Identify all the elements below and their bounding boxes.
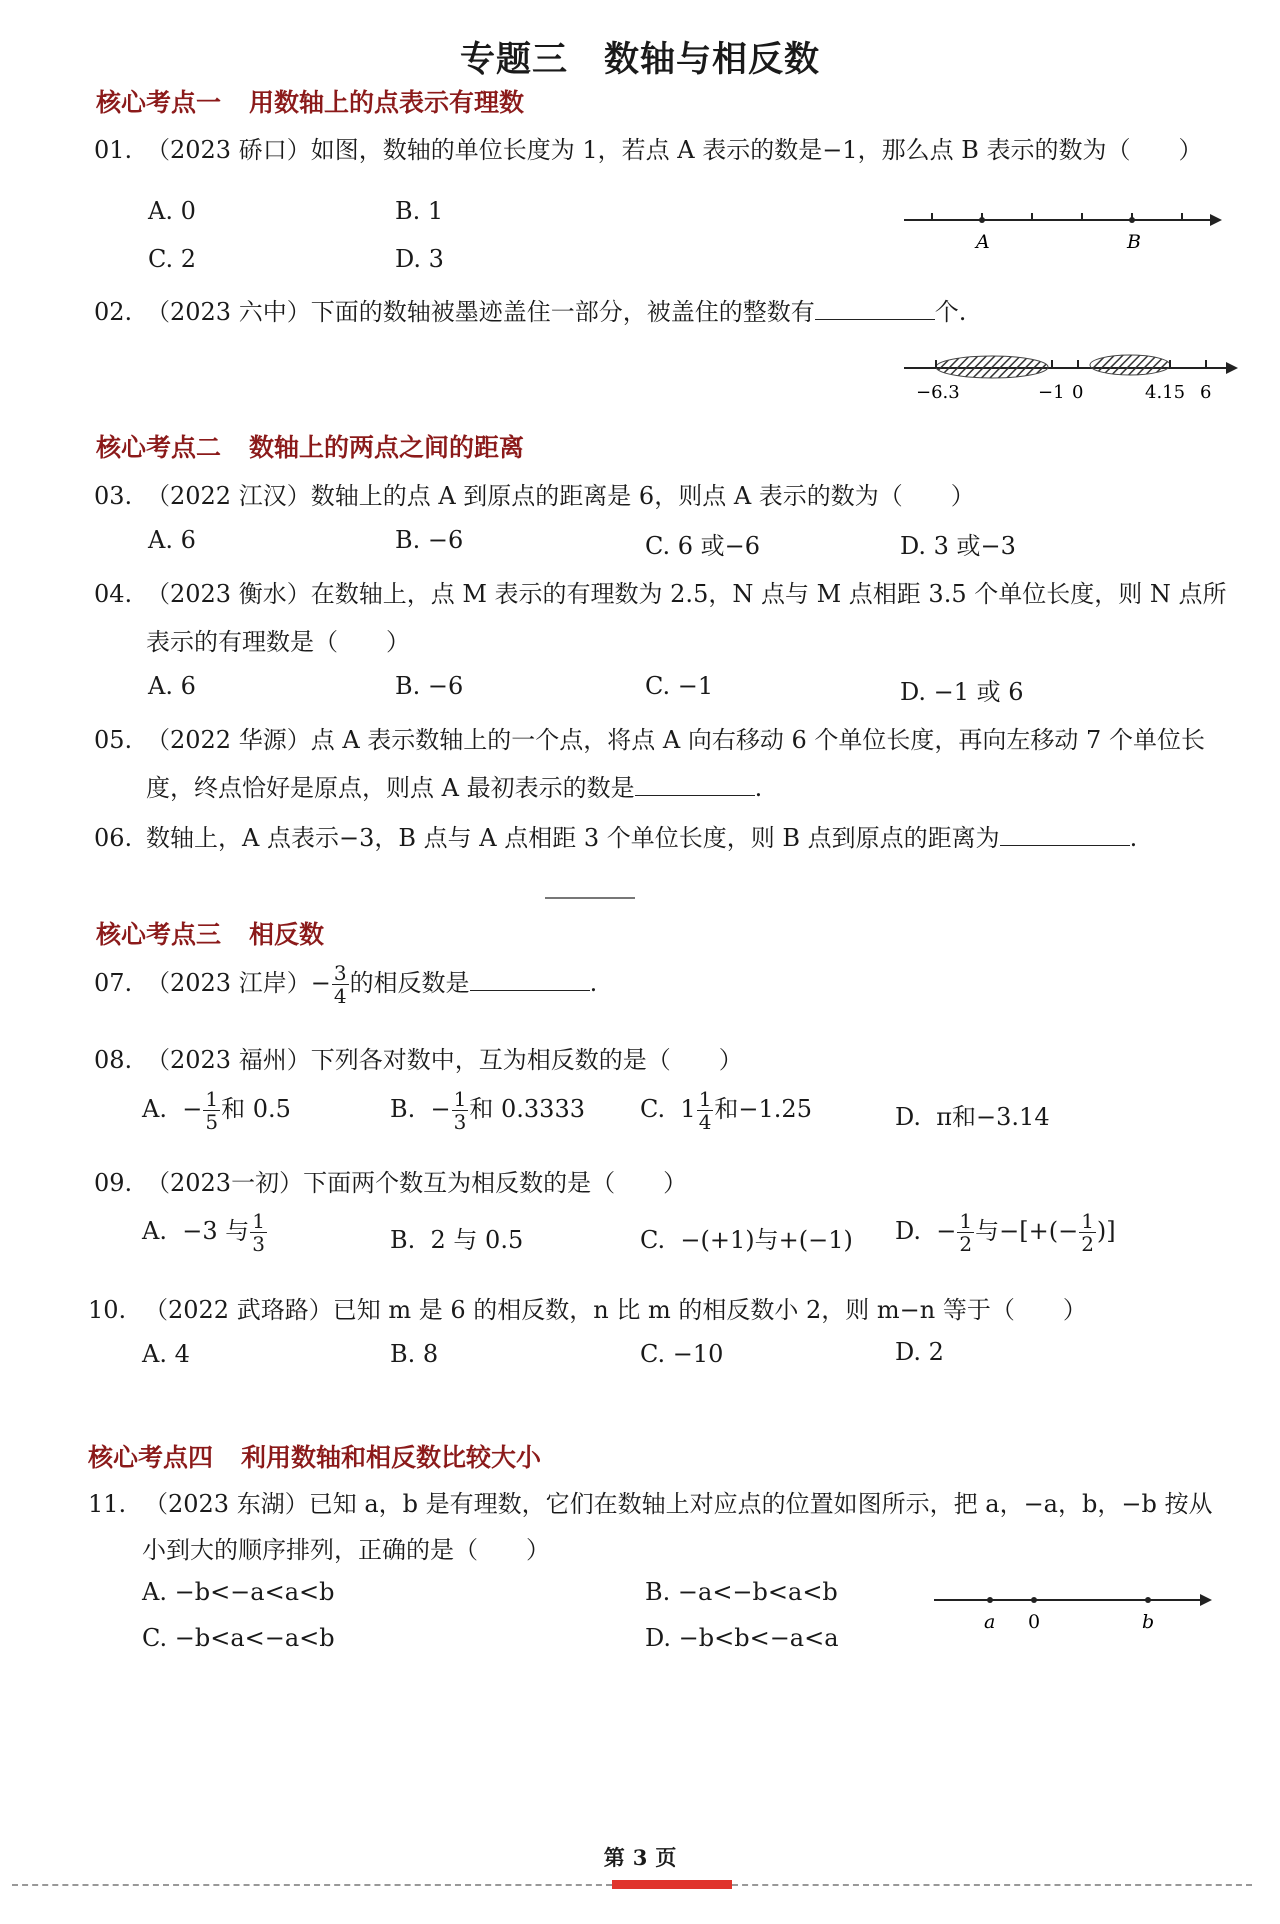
page-title: [0, 32, 1280, 82]
axis-label-a: A: [976, 231, 990, 253]
page-number-value: 3: [632, 1845, 648, 1870]
option-letter: D.: [895, 1217, 922, 1245]
fraction: [1079, 1210, 1096, 1255]
option-text-end: )]: [1096, 1217, 1116, 1245]
divider: [545, 897, 635, 899]
question-text: （2023 江岸）−: [146, 969, 331, 997]
option-letter: C.: [640, 1226, 666, 1254]
page-number-suffix: 页: [655, 1845, 677, 1870]
question-text-end: .: [1129, 824, 1138, 852]
q11-option-a: A. −b<−a<a<b: [142, 1578, 335, 1606]
option-letter: D.: [895, 1103, 922, 1131]
question-01: [94, 130, 1202, 165]
question-number: 06.: [94, 824, 133, 852]
title-topic: 专题三: [459, 39, 568, 80]
axis-label-b: b: [1142, 1611, 1155, 1633]
denominator: 3: [453, 1110, 467, 1134]
q04-option-d: D. −1 或 6: [900, 678, 1024, 706]
question-number: 04.: [94, 580, 133, 608]
question-number: 03.: [94, 482, 133, 510]
footer-rule-left: [12, 1884, 612, 1886]
axis-label: 6: [1200, 382, 1212, 403]
numerator: 1: [959, 1209, 973, 1233]
section-label: 核心考点二: [96, 433, 222, 462]
q03-option-a: A. 6: [148, 526, 196, 554]
option-text: 和 0.3333: [469, 1095, 585, 1123]
q01-number-line: [900, 200, 1230, 260]
axis-label-zero: 0: [1028, 1611, 1041, 1633]
question-text-end: .: [754, 774, 763, 802]
question-text: （2023 硚口）如图，数轴的单位长度为 1，若点 A 表示的数是−1，那么点 B 表示的数为（ ）: [146, 136, 1203, 164]
q09-option-a: [142, 1210, 268, 1255]
fraction: [697, 1088, 714, 1133]
option-sign: −: [182, 1095, 203, 1123]
question-text: （2023 福州）下列各对数中，互为相反数的是（ ）: [146, 1046, 743, 1074]
footer-rule-right: [732, 1884, 1252, 1886]
answer-blank[interactable]: [815, 299, 935, 320]
option-text: 2 与 0.5: [430, 1226, 524, 1254]
question-number: 07.: [94, 969, 133, 997]
question-number: 11.: [88, 1490, 127, 1518]
q09-option-d: [895, 1210, 1116, 1255]
fraction: [332, 962, 349, 1007]
section-label: 核心考点四: [88, 1443, 214, 1472]
q03-option-d: D. 3 或−3: [900, 532, 1016, 560]
fraction: [452, 1088, 469, 1133]
q03-option-b: B. −6: [395, 526, 464, 554]
numerator: 1: [252, 1209, 265, 1233]
question-04-line-2: 表示的有理数是（ ）: [146, 628, 410, 656]
denominator: 2: [1081, 1232, 1094, 1256]
q09-option-c: [640, 1220, 853, 1255]
option-text: π和−3.14: [936, 1103, 1050, 1131]
q04-option-a: A. 6: [148, 672, 196, 700]
question-text: （2023一初）下面两个数互为相反数的是（ ）: [146, 1169, 688, 1197]
footer-bar: [612, 1880, 732, 1889]
question-text: 的相反数是: [349, 969, 470, 997]
denominator: 3: [252, 1232, 265, 1256]
q10-option-a: A. 4: [142, 1340, 190, 1368]
question-06: [94, 818, 1137, 853]
denominator: 2: [959, 1232, 973, 1256]
q03-option-c: C. 6 或−6: [645, 532, 761, 560]
numerator: 3: [333, 961, 347, 985]
fraction: [250, 1210, 267, 1255]
question-text: （2023 东湖）已知 a，b 是有理数，它们在数轴上对应点的位置如图所示，把 a，−a，b，−b 按从: [144, 1490, 1213, 1518]
option-letter: C.: [640, 1095, 666, 1123]
q11-option-b: B. −a<−b<a<b: [645, 1578, 838, 1606]
q09-option-b: [390, 1220, 523, 1255]
question-text-end: .: [589, 969, 598, 997]
option-letter: B.: [390, 1095, 416, 1123]
option-letter: A.: [142, 1095, 167, 1123]
q10-option-b: B. 8: [390, 1340, 439, 1368]
option-sign: −: [430, 1095, 451, 1123]
section-4-heading: [88, 1438, 541, 1474]
q08-option-b: [390, 1088, 585, 1133]
option-text: 与−[+(−: [975, 1217, 1079, 1245]
option-sign: −: [936, 1217, 957, 1245]
question-02: [94, 292, 966, 327]
q10-option-c: C. −10: [640, 1340, 724, 1368]
q08-option-a: [142, 1088, 291, 1133]
question-09: [94, 1163, 687, 1198]
option-letter: B.: [390, 1226, 416, 1254]
question-07: [94, 962, 597, 1007]
fraction: [957, 1210, 974, 1255]
section-title: 数轴上的两点之间的距离: [249, 433, 525, 462]
question-10: [88, 1290, 1087, 1325]
section-2-heading: [96, 428, 524, 464]
axis-label: −1: [1038, 382, 1065, 403]
question-number: 02.: [94, 298, 133, 326]
denominator: 4: [333, 984, 347, 1008]
numerator: 1: [1081, 1209, 1094, 1233]
page-number-prefix: 第: [603, 1845, 625, 1870]
question-number: 01.: [94, 136, 133, 164]
question-number: 08.: [94, 1046, 133, 1074]
question-04: [94, 574, 1226, 609]
question-text: 度，终点恰好是原点，则点 A 最初表示的数是: [146, 774, 635, 802]
section-label: 核心考点一: [96, 88, 222, 117]
section-title: 相反数: [249, 920, 325, 949]
section-title: 利用数轴和相反数比较大小: [241, 1443, 542, 1472]
question-text-end: 个.: [934, 298, 967, 326]
axis-label: 4.15: [1145, 382, 1186, 403]
section-1-heading: [96, 83, 524, 119]
answer-blank[interactable]: [635, 775, 755, 796]
axis-label-b: B: [1127, 231, 1141, 253]
option-letter: A.: [142, 1217, 167, 1245]
ink-blot-left: [936, 356, 1048, 378]
question-text: 数轴上，A 点表示−3，B 点与 A 点相距 3 个单位长度，则 B 点到原点的距离为: [146, 824, 1000, 852]
question-05: [94, 720, 1205, 755]
q10-option-d: D. 2: [895, 1338, 944, 1366]
q01-option-b: B. 1: [395, 197, 444, 225]
numerator: 1: [453, 1087, 467, 1111]
fraction: [203, 1088, 220, 1133]
numerator: 1: [205, 1087, 219, 1111]
option-text: 和 0.5: [221, 1095, 291, 1123]
axis-label: −6.3: [916, 382, 960, 403]
q02-number-line: [900, 348, 1245, 408]
q11-option-c: C. −b<a<−a<b: [142, 1624, 335, 1652]
axis-label: 0: [1072, 382, 1084, 403]
denominator: 4: [698, 1110, 712, 1134]
question-11: [88, 1484, 1212, 1519]
question-text: （2022 武珞路）已知 m 是 6 的相反数，n 比 m 的相反数小 2，则 m−n 等于（ ）: [144, 1296, 1087, 1324]
option-text: −(+1)与+(−1): [680, 1226, 853, 1254]
section-title: 用数轴上的点表示有理数: [249, 88, 525, 117]
question-number: 10.: [88, 1296, 127, 1324]
question-text: （2023 衡水）在数轴上，点 M 表示的有理数为 2.5，N 点与 M 点相距 3.5 个单位长度，则 N 点所: [146, 580, 1227, 608]
q04-option-b: B. −6: [395, 672, 464, 700]
question-11-line-2: 小到大的顺序排列，正确的是（ ）: [142, 1536, 550, 1564]
question-text: （2023 六中）下面的数轴被墨迹盖住一部分，被盖住的整数有: [146, 298, 815, 326]
answer-blank[interactable]: [1000, 825, 1130, 846]
denominator: 5: [205, 1110, 219, 1134]
q11-number-line: [930, 1584, 1220, 1640]
axis-label-a: a: [984, 1611, 996, 1633]
title-subject: 数轴与相反数: [604, 39, 821, 80]
ink-blot-right: [1090, 355, 1170, 375]
option-text: 和−1.25: [714, 1095, 812, 1123]
question-03: [94, 476, 975, 511]
section-label: 核心考点三: [96, 920, 222, 949]
option-text: −3 与: [182, 1217, 250, 1245]
q08-option-c: [640, 1088, 812, 1133]
numerator: 1: [698, 1087, 712, 1111]
answer-blank[interactable]: [470, 970, 590, 991]
option-whole: 1: [680, 1095, 696, 1123]
page-number: [0, 1842, 1280, 1872]
section-3-heading: [96, 915, 324, 951]
q01-option-a: A. 0: [148, 197, 196, 225]
q11-option-d: D. −b<b<−a<a: [645, 1624, 839, 1652]
question-number: 05.: [94, 726, 133, 754]
q08-option-d: [895, 1097, 1050, 1132]
question-08: [94, 1040, 743, 1075]
question-text: （2022 华源）点 A 表示数轴上的一个点，将点 A 向右移动 6 个单位长度，再向左移动 7 个单位长: [146, 726, 1205, 754]
q01-option-d: D. 3: [395, 245, 444, 273]
question-text: （2022 江汉）数轴上的点 A 到原点的距离是 6，则点 A 表示的数为（ ）: [146, 482, 975, 510]
q04-option-c: C. −1: [645, 672, 714, 700]
question-05-line-2: [146, 768, 762, 803]
question-number: 09.: [94, 1169, 133, 1197]
q01-option-c: C. 2: [148, 245, 197, 273]
